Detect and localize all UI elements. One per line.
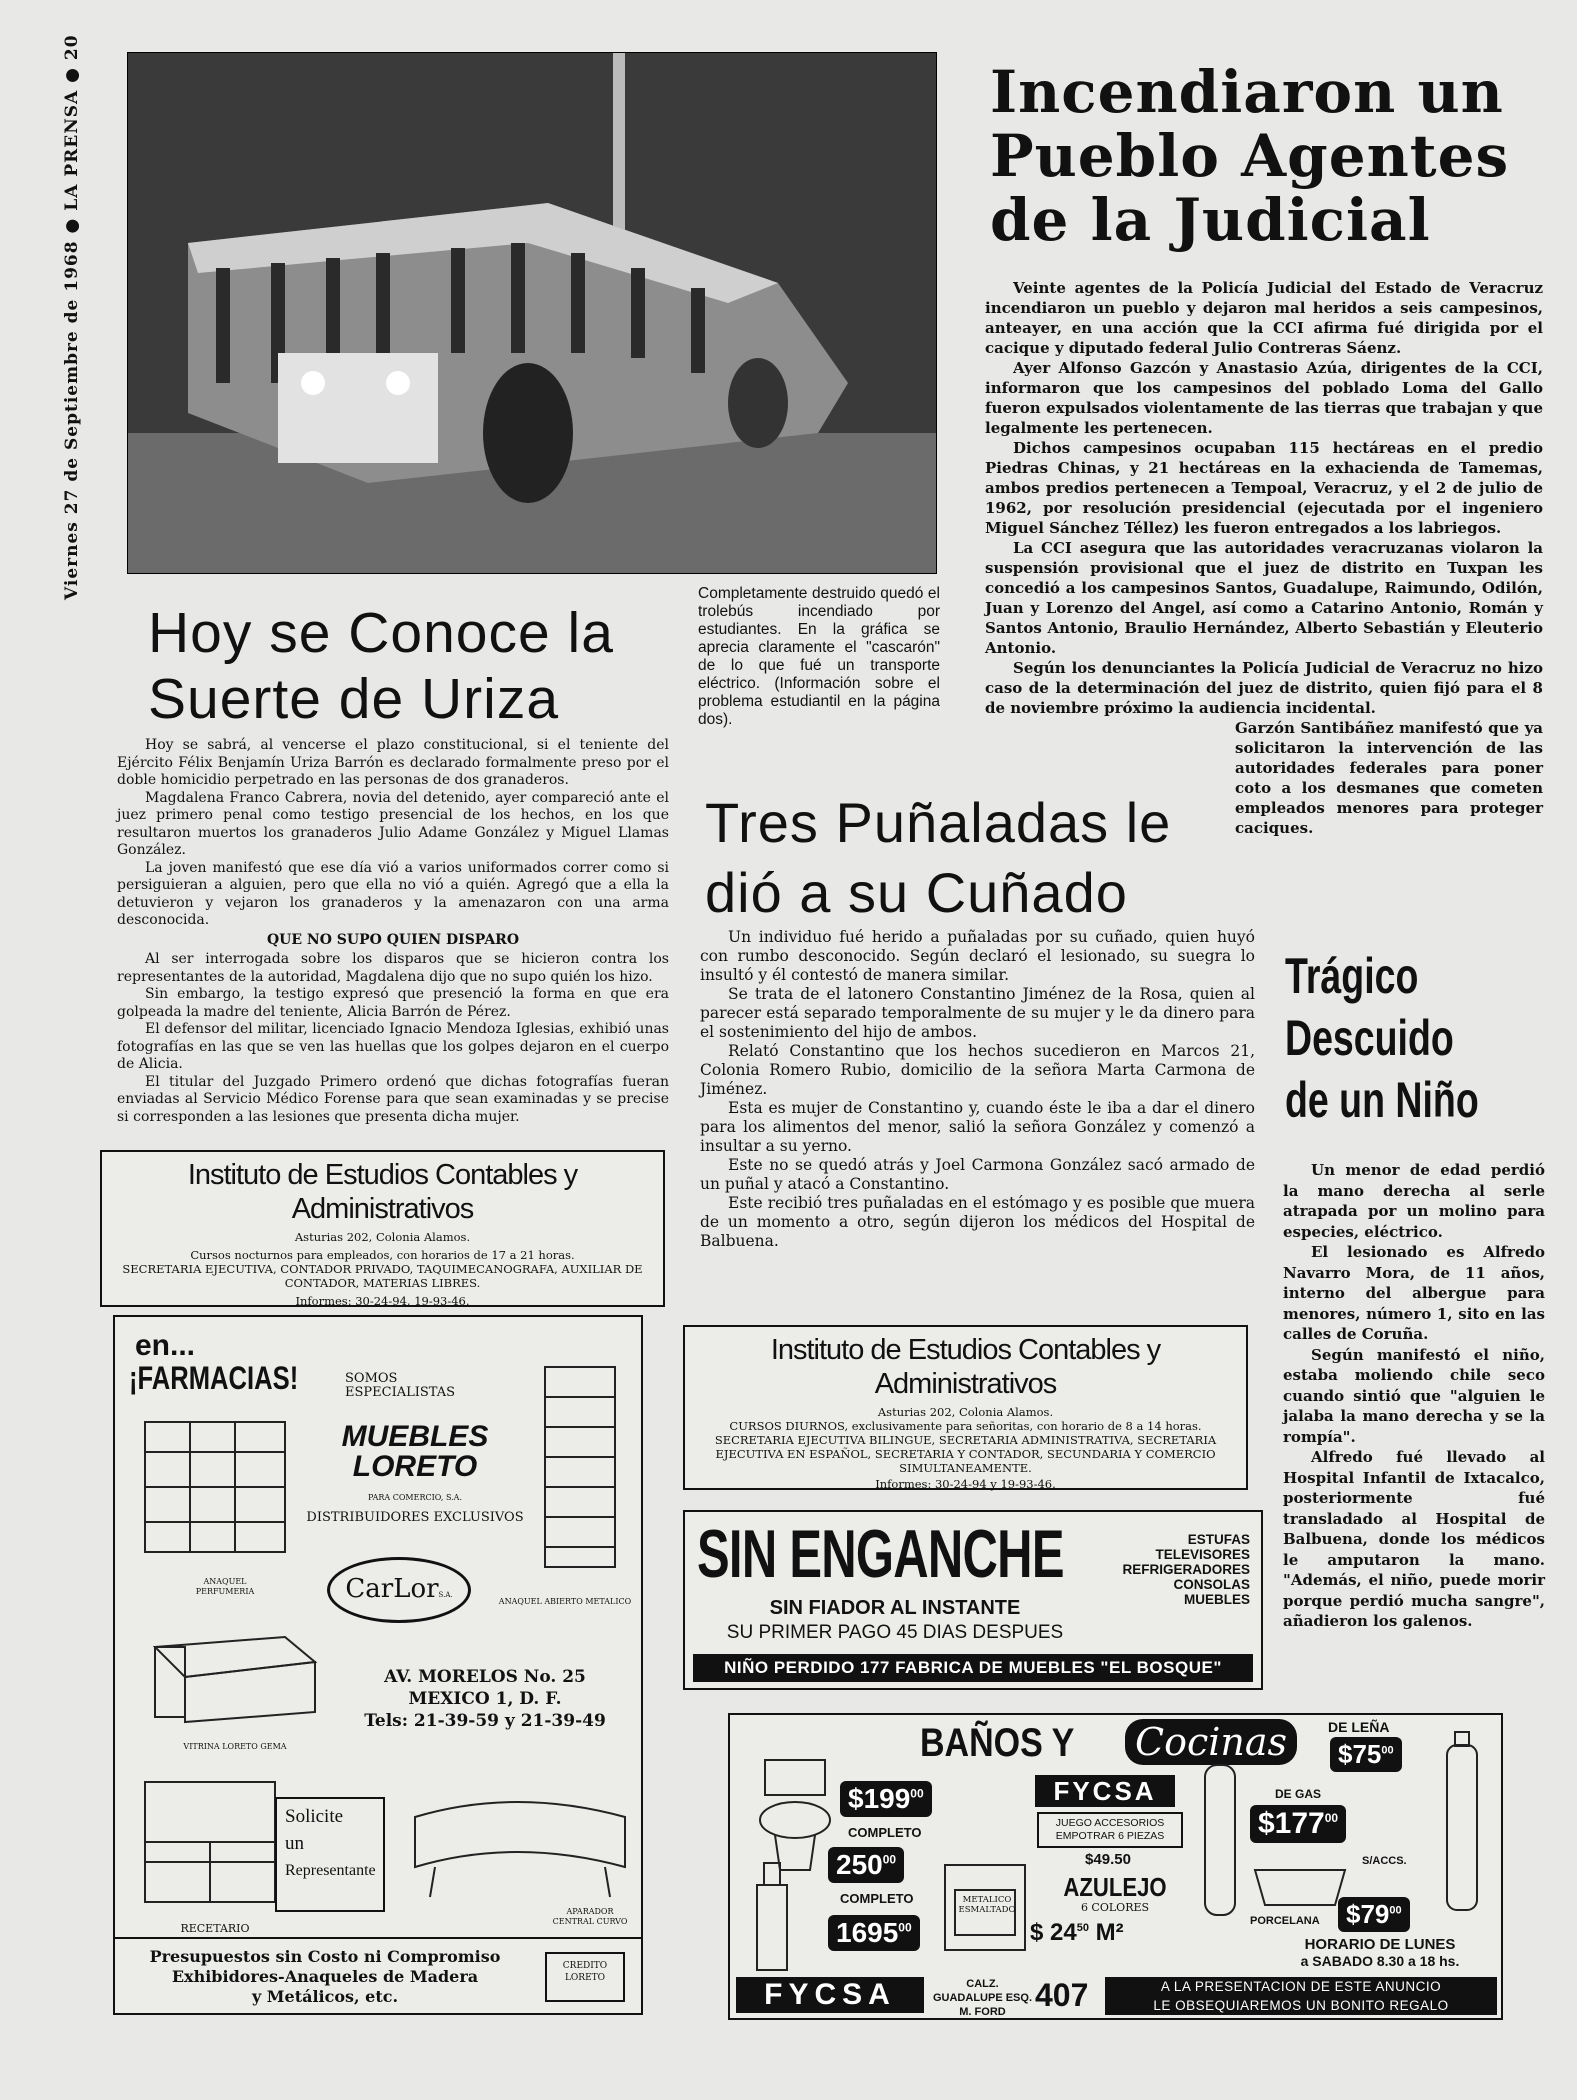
paragraph: Este no se quedó atrás y Joel Carmona González sacó armado de un puñal y atacó a Constantino. (700, 1156, 1255, 1193)
ad-title: Instituto de Estudios Contables y Administrativos (770, 1334, 1161, 1400)
ad-enganche-line2: SU PRIMER PAGO 45 DIAS DESPUES (726, 1622, 1064, 1643)
recetario-drawing (135, 1772, 295, 1912)
ad-fycsa (728, 1713, 1503, 2020)
aparador-drawing (405, 1777, 635, 1907)
price-cents: 00 (898, 1920, 912, 1935)
solicite-line: Solicite (285, 1806, 344, 1827)
fycsa-title-script: Cocinas (1125, 1719, 1297, 1765)
price-cents: 00 (910, 1786, 924, 1801)
price-toilet (840, 1781, 932, 1817)
azulejo-label: AZULEJO (1063, 1872, 1167, 1902)
price-value: $79 (1346, 1899, 1390, 1929)
boiler-drawing (1195, 1755, 1245, 1925)
burned-trolleybus-image (128, 53, 936, 573)
price-lena (1330, 1737, 1402, 1772)
photo-caption: Completamente destruido quedó el trolebús incendiado por estudiantes. En la gráfica se aprecia claramente el "cascarón" de lo que fué un transporte eléctrico. (Información sobre el problema estudiantil en la página dos). (698, 585, 940, 728)
price-cents: 50 (1076, 1922, 1089, 1934)
fycsa-address: CALZ. GUADALUPE ESQ. M. FORD (932, 1978, 1032, 2018)
juego-price: $49.50 (1085, 1851, 1131, 1868)
paragraph: Dichos campesinos ocupaban 115 hectáreas en el predio Piedras Chinas, y 21 hectáreas en la exhacienda de Tamemas, ambos predios pertenecen a Tempoal, Veracruz, y el 2 de julio de 1962, por resolución presidencial (ejecutada por el ingeniero Miguel Sánchez Téllez) les fueron entregados a los labriegos. (985, 439, 1543, 537)
ad-en: en... (135, 1329, 196, 1362)
price-cents: 00 (1324, 1811, 1339, 1825)
price-cents: 00 (1381, 1744, 1394, 1757)
masthead (62, 34, 102, 600)
ad-item: REFRIGERADORES (1122, 1562, 1250, 1577)
paragraph: Este recibió tres puñaladas en el estómago y es posible que muera de un momento a otro, según dijeron los médicos del Hospital de Balbuena. (700, 1194, 1255, 1250)
ad-item: MUEBLES (1183, 1592, 1250, 1607)
paragraph: Ayer Alfonso Gazcón y Anastasio Azúa, dirigentes de la CCI, informaron que los campesinos del poblado Loma del Gallo fueron expulsados violentamente de las tierras que trabajan y que legalmente les pertenecen. (985, 359, 1543, 437)
ad-instituto-diurno (683, 1325, 1248, 1490)
price-unit: M² (1095, 1919, 1124, 1946)
price-cents: 00 (882, 1852, 897, 1867)
label-vitrina: VITRINA LORETO GEMA (183, 1742, 287, 1751)
price-value: $75 (1338, 1739, 1382, 1769)
ad-address: Asturias 202, Colonia Alamos. (294, 1230, 471, 1244)
carlor-logo (327, 1557, 471, 1623)
anaquel-metalico-drawing (525, 1357, 635, 1577)
credito-loreto-badge: CREDITO LORETO (545, 1952, 625, 2002)
paragraph: La joven manifestó que ese día vió a varios uniformados correr como si persiguieran a alguien, pero que ella no vió a quién. Agregó que a ella la detuvieron y vejaron los granaderos y la amenazaron con una arma desconocida. (117, 859, 669, 928)
ad-line: SECRETARIA EJECUTIVA, CONTADOR PRIVADO, TAQUIMECANOGRAFA, AUXILIAR DE CONTADOR, MATERIAS LIBRES. (122, 1262, 643, 1290)
ad-footer-3: y Metálicos, etc. (251, 1987, 399, 2006)
ad-footer-1: Presupuestos sin Costo ni Compromiso (149, 1947, 501, 1966)
solicite-line: Representante (285, 1862, 376, 1879)
headline-incendiaron: Incendiaron un Pueblo Agentes de la Judicial (990, 58, 1510, 254)
price-value: $ 24 (1030, 1919, 1077, 1946)
heater-drawing (1435, 1730, 1490, 1920)
fycsa-number: 407 (1035, 1977, 1089, 2013)
ad-address: Asturias 202, Colonia Alamos. (877, 1405, 1054, 1419)
ad-title: Instituto de Estudios Contables y Administrativos (187, 1159, 578, 1225)
headline-uriza: Hoy se Conoce la Suerte de Uriza (148, 601, 614, 731)
ad-address-2: MEXICO 1, D. F. (408, 1689, 562, 1709)
price-cents: 00 (1389, 1904, 1402, 1917)
ad-line: Cursos nocturnos para empleados, con horarios de 17 a 21 horas. (190, 1248, 575, 1262)
ad-phones: Informes: 30-24-94, 19-93-46. (295, 1294, 470, 1308)
ad-line: CURSOS DIURNOS, exclusivamente para señoritas, con horario de 8 a 14 horas. (729, 1419, 1202, 1433)
article-tres-body (700, 928, 1255, 1251)
solicite-line: un (285, 1833, 304, 1854)
ad-address-1: AV. MORELOS No. 25 (384, 1667, 586, 1687)
price-value: $177 (1258, 1807, 1325, 1840)
ad-phones: Informes: 30-24-94 y 19-93-46. (875, 1477, 1056, 1491)
paragraph: Se trata de el latonero Constantino Jiménez de la Rosa, quien al parecer está separado temporalmente de su mujer y le da dinero para el sostenimiento del hijo de ambos. (700, 985, 1255, 1041)
fycsa-footer-brand: FYCSA (736, 1977, 924, 2013)
ad-muebles-loreto (113, 1315, 643, 2015)
juego-accesorios: JUEGO ACCESORIOS EMPOTRAR 6 PIEZAS (1037, 1812, 1183, 1848)
price-porcelana (1338, 1897, 1410, 1932)
ad-item: CONSOLAS (1173, 1577, 1250, 1592)
paragraph: Un individuo fué herido a puñaladas por su cuñado, quien huyó con rumbo desconocido. Según declaró el lesionado, su suegra lo insultó y él contestó de manera similar. (700, 928, 1255, 984)
masthead-text: Viernes 27 de Septiembre de 1968 ● LA PRENSA ● 20 (62, 34, 82, 600)
carlor-text: CarLor (345, 1574, 439, 1604)
article-incendiaron-body (985, 278, 1543, 838)
azulejo-colores: 6 COLORES (1080, 1901, 1150, 1914)
solicite-box (275, 1797, 385, 1912)
ad-sin-enganche (683, 1510, 1263, 1690)
ad-enganche-line1: SIN FIADOR AL INSTANTE (769, 1597, 1021, 1619)
ad-brand-loreto: MUEBLES LORETO (341, 1420, 489, 1483)
divider (115, 1937, 641, 1939)
ad-item: TELEVISORES (1155, 1547, 1250, 1562)
fycsa-brand: FYCSA (1035, 1775, 1175, 1807)
price-conjunto (828, 1915, 920, 1951)
horario-line-2: a SABADO 8.30 a 18 hs. (1300, 1953, 1460, 1969)
label-recetario: RECETARIO (180, 1922, 250, 1935)
price-value: 250 (836, 1849, 883, 1880)
paragraph: El defensor del militar, licenciado Ignacio Mendoza Iglesias, exhibió unas fotografías en las que se ven las huellas que los golpes dejaron en el cuerpo de Alicia. (117, 1021, 669, 1072)
ad-enganche-footer: NIÑO PERDIDO 177 FABRICA DE MUEBLES "EL BOSQUE" (693, 1654, 1253, 1682)
subheading: QUE NO SUPO QUIEN DISPARO (266, 931, 520, 948)
headline-tres-punaladas: Tres Puñaladas le dió a su Cuñado (705, 791, 1172, 924)
paragraph: El titular del Juzgado Primero ordenó que dichas fotografías fueran enviadas al Servicio Médico Forense para que sean examinadas y se precise si corresponden a las lesiones que presenta dicha mujer. (117, 1073, 669, 1125)
ad-distribuidores: DISTRIBUIDORES EXCLUSIVOS (306, 1510, 524, 1525)
article-tragico-body (1283, 1160, 1545, 1632)
label-de-lena: DE LEÑA (1328, 1719, 1390, 1735)
label-de-gas: DE GAS (1275, 1787, 1322, 1801)
headline-tragico: Trágico Descuido de un Niño (1285, 948, 1479, 1128)
paragraph: Según manifestó el niño, estaba moliendo chile seco cuando sintió que "alguien le jalaba la mano derecha y se la rompía". (1283, 1345, 1545, 1446)
fycsa-title: BAÑOS Y (920, 1721, 1075, 1765)
promo-line: LE OBSEQUIAREMOS UN BONITO REGALO (1153, 1998, 1449, 2013)
paragraph: Según los denunciantes la Policía Judicial de Veracruz no hizo caso de la determinación del juez de distrito, quien fijó para el 8 de noviembre próximo la audiencia incidental. (985, 659, 1543, 717)
bottle-drawing (742, 1855, 802, 1975)
paragraph: Un menor de edad perdió la mano derecha al serle atrapada por un molino para especies, eléctrico. (1283, 1161, 1545, 1241)
label-sin-accesorios: S/ACCS. (1362, 1855, 1407, 1867)
ad-line: SECRETARIA EJECUTIVA BILINGUE, SECRETARIA ADMINISTRATIVA, SECRETARIA EJECUTIVA EN ESPAÑOL, SECRETARIA Y CONTADOR, SECUNDARIA Y COMERCIO SIMULTANEAMENTE. (714, 1433, 1217, 1475)
price-value: 1695 (836, 1917, 899, 1948)
paragraph: Garzón Santibáñez manifestó que ya solicitaron la intervención de las autoridades federales para poner coto a los desmanes que cometen empleados menores para proteger caciques. (1235, 719, 1543, 837)
ad-instituto-nocturno (100, 1150, 665, 1307)
anaquel-perfumeria-drawing (135, 1412, 305, 1577)
article-uriza-body (117, 737, 669, 1126)
paragraph: Al ser interrogada sobre los disparos que se hicieron contra los representantes de la autoridad, Magdalena dijo que no supo quién los hizo. (117, 951, 669, 985)
label-aparador: APARADOR CENTRAL CURVO (552, 1907, 628, 1926)
ad-phones: Tels: 21-39-59 y 21-39-49 (364, 1711, 606, 1731)
paragraph: Relató Constantino que los hechos sucedieron en Marcos 21, Colonia Romero Rubio, domicilio de la señora Marta Carmona de Jiménez. (700, 1042, 1255, 1098)
price-value: $199 (848, 1783, 911, 1814)
paragraph: Veinte agentes de la Policía Judicial del Estado de Veracruz incendiaron un pueblo y dejaron mal heridos a seis campesinos, anteayer, en una acción que la CCI afirma fué dirigida por el cacique y diputado federal Julio Contreras Sáenz. (985, 279, 1543, 357)
paragraph: Alfredo fué llevado al Hospital Infantil de Ixtacalco, posteriormente fué transladado al Hospital de Balbuena, donde los médicos le amputaron la mano. "Además, el niño, puede morir porque perdió mucha sangre", añadieron los galenos. (1283, 1448, 1545, 1630)
label-completo: COMPLETO (840, 1891, 914, 1906)
ad-enganche-title: SIN ENGANCHE (697, 1516, 1064, 1592)
paragraph: Esta es mujer de Constantino y, cuando éste le iba a dar el dinero para los alimentos del menor, salió la señora González y comenzó a insultar a su yerno. (700, 1099, 1255, 1155)
label-porcelana: PORCELANA (1250, 1915, 1320, 1927)
ad-item: ESTUFAS (1187, 1532, 1250, 1547)
paragraph: Magdalena Franco Cabrera, novia del detenido, ayer compareció ante el juez primero penal como testigo presencial de los hechos, en los que resultaron muertos los granaderos Julio Adame González y Miguel Llamas González. (117, 789, 669, 858)
paragraph: Sin embargo, la testigo expresó que presenció la forma en que era golpeada la madre del teniente, Alicia Barrón de Pérez. (117, 986, 669, 1020)
paragraph: Hoy se sabrá, al vencerse el plazo constitucional, si el teniente del Ejército Félix Benjamín Uriza Barrón es declarado formalmente preso por el doble homicidio perpetrado en las personas de dos granaderos. (117, 737, 669, 788)
trolleybus-photo (127, 52, 937, 574)
sink-drawing (1250, 1855, 1350, 1915)
paragraph: La CCI asegura que las autoridades veracruzanas violaron la suspensión provisional que el juez de distrito en Tuxpan les concedió a los campesinos Santos, Guadalupe, Raimundo, Odilón, Juan y Lorenzo del Angel, así como a Catarino Antonio, Román y Santos Antonio, Braulio Hernández, Alberto Sebastián y Eleuterio Antonio. (985, 539, 1543, 657)
carlor-sub: S.A. (438, 1591, 453, 1599)
label-anaquel-metalico: ANAQUEL ABIERTO METALICO (498, 1597, 632, 1606)
fycsa-promo (1105, 1977, 1497, 2015)
ad-somos: SOMOS ESPECIALISTAS (345, 1371, 456, 1400)
price-lavabo (828, 1847, 904, 1883)
paragraph: El lesionado es Alfredo Navarro Mora, de 11 años, interno del albergue para menores, número 1, sito en las calles de Coruña. (1283, 1243, 1545, 1343)
price-gas (1250, 1805, 1346, 1843)
promo-line: A LA PRESENTACION DE ESTE ANUNCIO (1160, 1979, 1442, 1994)
ad-enganche-items (1080, 1532, 1250, 1607)
label-anaquel-perfumeria: ANAQUEL PERFUMERIA (195, 1577, 255, 1596)
vitrina-drawing (145, 1617, 325, 1737)
ad-footer-2: Exhibidores-Anaqueles de Madera (171, 1967, 479, 1986)
label-completo: COMPLETO (848, 1825, 922, 1840)
ad-farmacias: ¡FARMACIAS! (129, 1360, 299, 1396)
label-metalico: METALICO ESMALTADO (958, 1895, 1016, 1915)
horario-line-1: HORARIO DE LUNES (1304, 1936, 1456, 1953)
ad-brand-sub: PARA COMERCIO, S.A. (367, 1493, 463, 1502)
